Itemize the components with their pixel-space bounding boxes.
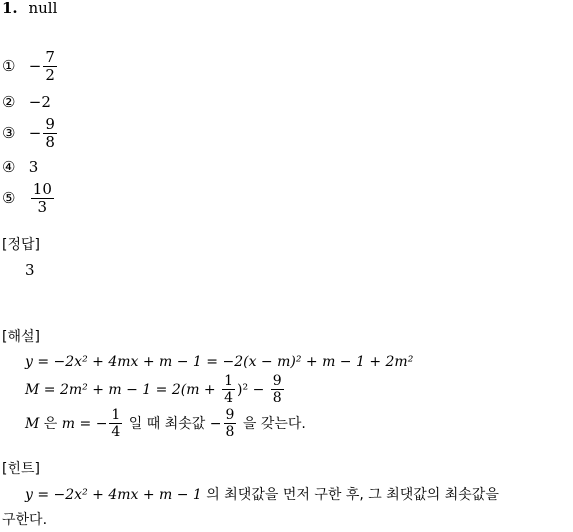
option-4-label: ④ (2, 158, 16, 176)
option-1-fraction: $\frac{7}{2}$ (45, 48, 55, 84)
answer-value: 3 (25, 261, 35, 279)
option-3-label: ③ (2, 124, 16, 142)
option-2[interactable] (2, 95, 51, 110)
option-5-label: ⑤ (2, 189, 16, 207)
question-number: 1. (2, 0, 18, 17)
option-3-fraction: $\frac{9}{8}$ (45, 115, 55, 151)
option-3[interactable] (2, 117, 59, 151)
option-3-sign: − (28, 124, 42, 142)
option-5-fraction: $\frac{10}{3}$ (32, 180, 52, 216)
option-1-sign: − (28, 57, 42, 75)
hint-heading: [힌트] (2, 461, 40, 477)
option-1[interactable] (2, 50, 59, 84)
question-header (2, 1, 57, 16)
option-4-value: 3 (28, 158, 39, 176)
answer-heading: [정답] (2, 237, 40, 253)
option-4[interactable] (2, 160, 38, 175)
question-text: null (28, 0, 58, 17)
solution-line-2: M = 2m² + m − 1 = 2(m + $\frac{1}{4}$ )² − $\frac{9}{8}$ (25, 373, 282, 406)
option-5[interactable] (2, 182, 56, 216)
solution-line-3: M 은 m = − $\frac{1}{4}$ 일 때 최솟값 − $\frac{9}{8}$ 을 갖는다. (25, 407, 306, 440)
hint-line-1: y = −2x² + 4mx + m − 1 의 최댓값을 먼저 구한 후, 그 최댓값의 최솟값을 (25, 487, 499, 503)
hint-line-2: 구한다. (2, 512, 48, 528)
solution-line-1: y = −2x² + 4mx + m − 1 = −2(x − m)² + m − 1 + 2m² (25, 354, 414, 370)
option-2-value: −2 (28, 93, 51, 111)
option-2-label: ② (2, 93, 16, 111)
option-1-label: ① (2, 57, 16, 75)
solution-heading: [해설] (2, 329, 40, 345)
